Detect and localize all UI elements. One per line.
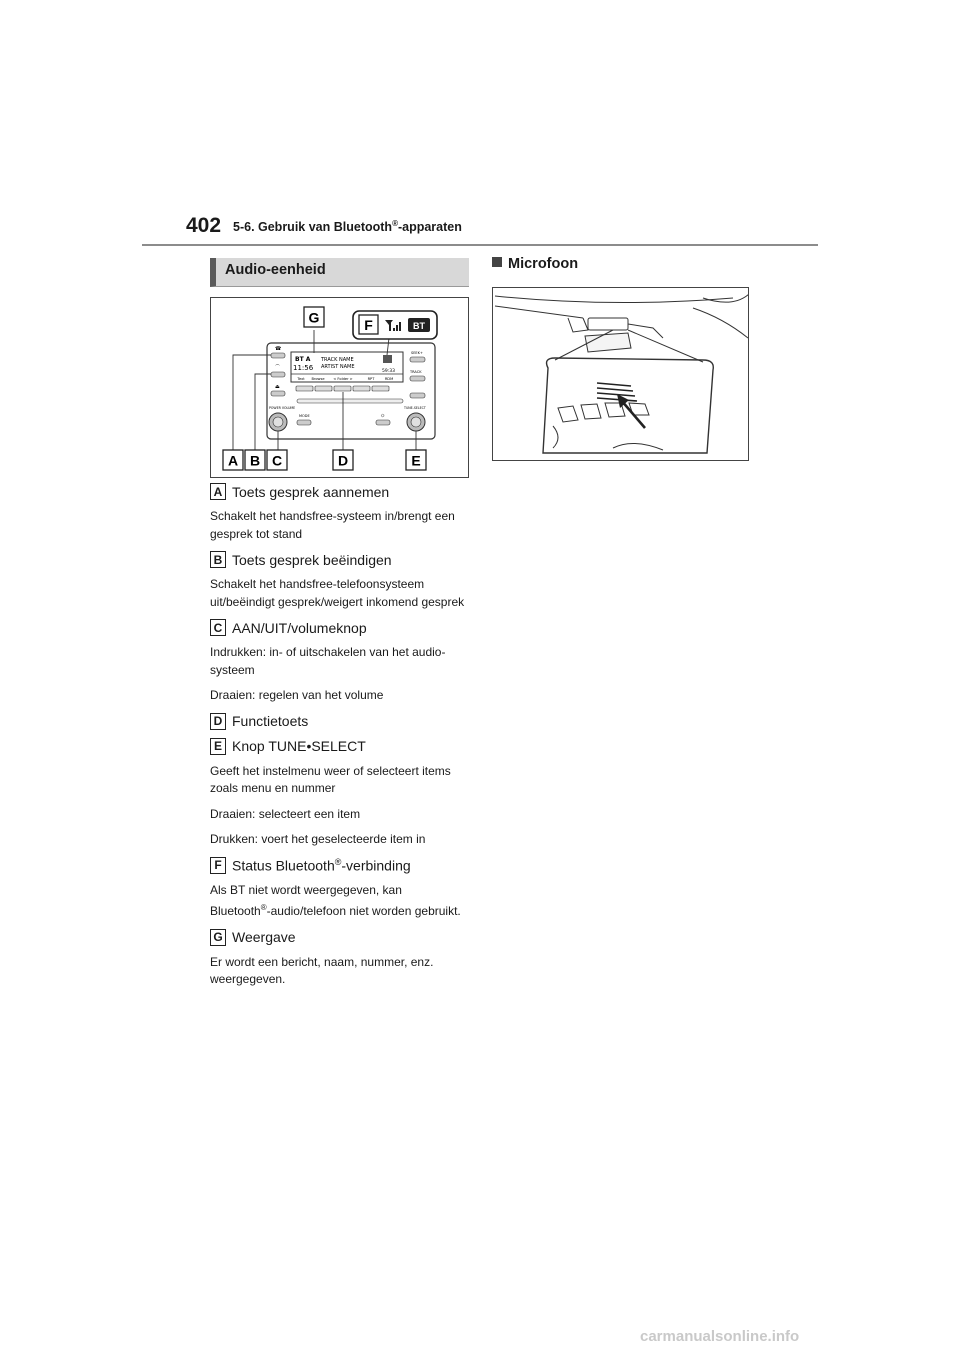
legend-desc: Drukken: voert het geselecteerde item in xyxy=(210,832,426,846)
softkey-label: Browse xyxy=(311,377,325,381)
function-key[interactable] xyxy=(296,386,313,391)
microphone-figure xyxy=(492,287,749,461)
screen-artist: ARTIST NAME xyxy=(321,364,355,370)
chapter-title: 5-6. Gebruik van Bluetooth®-apparaten xyxy=(233,219,462,235)
badge-e: E xyxy=(210,738,226,755)
hangup-icon: ⌒ xyxy=(275,365,281,371)
legend-title: AAN/UIT/volumeknop xyxy=(232,619,367,636)
legend-desc: Indrukken: in- of uitschakelen van het audio-systeem xyxy=(210,645,446,677)
legend-desc: Draaien: regelen van het volume xyxy=(210,688,384,702)
badge-d: D xyxy=(210,713,226,730)
badge-a: A xyxy=(210,483,226,500)
legend-item-c xyxy=(210,619,472,705)
legend-item-b xyxy=(210,551,472,611)
play-pause-button[interactable] xyxy=(410,393,425,398)
legend-title: Toets gesprek aannemen xyxy=(232,483,390,500)
svg-text:A: A xyxy=(227,452,239,469)
square-bullet-icon xyxy=(492,257,502,267)
screen-status-icon xyxy=(383,355,392,363)
legend-desc: Draaien: selecteert een item xyxy=(210,806,361,821)
legend-desc: Geeft het instelmenu weer of selecteert items zoals menu en nummer xyxy=(210,763,451,795)
svg-text:D: D xyxy=(337,452,349,469)
track-label: TRACK xyxy=(410,370,422,374)
call-end-button[interactable] xyxy=(271,372,285,377)
phone-icon: ☎ xyxy=(275,346,282,352)
legend-item-d xyxy=(210,713,472,730)
svg-text:E: E xyxy=(411,452,421,469)
svg-text:G: G xyxy=(308,309,320,326)
screen-track: TRACK NAME xyxy=(321,357,354,363)
legend-title: Status Bluetooth®-verbinding xyxy=(232,856,411,874)
function-key[interactable] xyxy=(353,386,370,391)
screen-elapsed: 59:33 xyxy=(382,369,395,374)
call-answer-button[interactable] xyxy=(271,353,285,358)
microphone-heading: Microfoon xyxy=(492,256,578,272)
softkey-label: RPT xyxy=(367,377,375,381)
svg-text:C: C xyxy=(271,452,283,469)
power-knob-label: POWER VOLUME xyxy=(269,406,296,410)
svg-text:F: F xyxy=(364,317,373,333)
legend-title: Functietoets xyxy=(232,713,309,729)
legend-item-f xyxy=(210,857,472,921)
legend-list xyxy=(210,483,472,989)
eject-icon: ⏏ xyxy=(275,384,280,390)
legend-desc: Als BT niet wordt weergegeven, kan Bluetooth®-audio/telefoon niet worden gebruikt. xyxy=(210,882,461,918)
function-key[interactable] xyxy=(372,386,389,391)
badge-b: B xyxy=(210,551,226,568)
cd-slot xyxy=(297,399,403,403)
legend-title: Weergave xyxy=(232,929,296,945)
legend-item-e xyxy=(210,738,472,849)
function-key[interactable] xyxy=(334,386,351,391)
seek-button[interactable] xyxy=(410,357,425,362)
microphone-illustration xyxy=(493,288,749,461)
legend-desc: Er wordt een bericht, naam, nummer, enz. weergegeven. xyxy=(210,954,434,986)
legend-title: Knop TUNE•SELECT xyxy=(232,738,366,754)
badge-c: C xyxy=(210,619,226,636)
header-rule xyxy=(142,244,818,246)
legend-desc: Schakelt het handsfree-telefoonsysteem uit/beëindigt gesprek/weigert inkomend gesprek xyxy=(210,577,465,609)
brightness-button[interactable] xyxy=(376,420,390,425)
track-button[interactable] xyxy=(410,376,425,381)
screen-clock: 11:56 xyxy=(293,364,314,372)
screen-source: BT A xyxy=(295,356,311,363)
audio-unit-figure xyxy=(210,297,469,478)
badge-f: F xyxy=(210,857,226,874)
mode-button[interactable] xyxy=(297,420,311,425)
svg-text:B: B xyxy=(249,452,261,469)
tune-knob-label: TUNE-SELECT xyxy=(404,406,426,410)
page-number: 402 xyxy=(186,214,222,237)
legend-title: Toets gesprek beëindigen xyxy=(232,551,392,568)
legend-item-g xyxy=(210,929,472,989)
softkey-label: < Folder > xyxy=(333,377,353,381)
softkey-label: RDM xyxy=(384,377,394,381)
badge-g: G xyxy=(210,929,226,946)
eject-button[interactable] xyxy=(271,391,285,396)
mode-label: MODE xyxy=(299,414,310,418)
audio-unit-illustration xyxy=(211,298,469,478)
svg-text:BT: BT xyxy=(413,321,425,331)
section-heading: Audio-eenheid xyxy=(210,258,469,287)
softkey-label: Text xyxy=(297,377,305,381)
legend-item-a xyxy=(210,483,472,543)
brightness-icon: ☼ xyxy=(380,413,386,419)
watermark: carmanualsonline.info xyxy=(640,1328,800,1345)
legend-desc: Schakelt het handsfree-systeem in/brengt een gesprek tot stand xyxy=(210,509,455,541)
seek-label: SEEK+ xyxy=(411,351,423,355)
function-key[interactable] xyxy=(315,386,332,391)
